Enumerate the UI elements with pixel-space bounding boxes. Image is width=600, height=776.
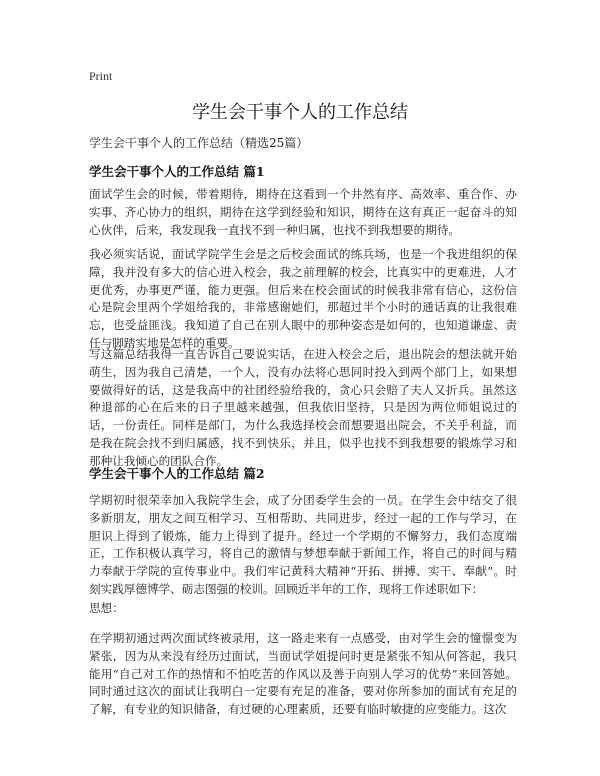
paragraph-1-2: 我必须实话说，面试学院学生会是之后校会面试的练兵场，也是一个我进组织的保障，我并没有多大的信心进入校会，我之前理解的校会，比真实中的更难进，人才更优秀，办事更严谨，能力更强。但后来在校会面试的时候我非常有信心，这份信心是院会里两个学姐给我的，非常感谢她们，那超过半个小时的通话真的让我很难忘，也受益匪浅。我知道了自己在别人眼中的那种姿态是如何的，也知道谦虚、责任与脚踏实地是怎样的重要。 [89, 247, 517, 350]
paragraph-1-1: 面试学生会的时候，带着期待，期待在这看到一个井然有序、高效率、重合作、办实事、齐心协力的组织，期待在这学到经验和知识，期待在这有真正一起奋斗的知心伙伴，后来，我发现我一直找不到一种归属，也找不到我想要的期待。 [89, 187, 517, 237]
page-title: 学生会干事个人的工作总结 [192, 102, 408, 123]
print-link[interactable]: Print [89, 69, 113, 83]
section-heading-2: 学生会干事个人的工作总结 篇2 [89, 466, 265, 481]
paragraph-1-3: 写这篇总结我得一直告诉自己要说实话，在进入校会之后，退出院会的想法就开始萌生，因为我自己清楚，一个人，没有办法将心思同时投入到两个部门上，如果想要做得好的话，这是我高中的社团经验给我的，贪心只会赔了夫人又折兵。虽然这种退部的心在后来的日子里越来越强，但我依旧坚持，只是因为两位师姐说过的话，一份责任。同样是部门，为什么我选择校会而想要退出院会，不关乎利益，而是我在院会找不到归属感，找不到快乐，并且，似乎也找不到我想要的锻炼学习和那种让我倾心的团队合作。 [89, 347, 517, 468]
paragraph-2-3: 在学期初通过两次面试终被录用，这一路走来有一点感受，由对学生会的憧憬变为紧张，因为从来没有经历过面试，当面试学姐提问时更是紧张不知从何答起，我只能用“自己对工作的热情和不怕吃苦的作风以及善于向别人学习的优势”来回答她。同时通过这次的面试让我明白一定要有充足的准备，要对你所参加的面试有充足的了解，有专业的知识储备，有过硬的心理素质，还要有临时敏捷的应变能力。这次 [89, 631, 517, 717]
paragraph-2-1: 学期初时很荣幸加入我院学生会，成了分团委学生会的一员。在学生会中结交了很多新朋友，朋友之间互相学习、互相帮助、共同进步，经过一起的工作与学习，在胆识上得到了锻炼，能力上得到了提升。经过一个学期的不懈努力，我们态度端正，工作积极认真学习，将自己的激情与梦想奉献于新闻工作，将自己的时间与精力奉献于学院的宣传事业中。我们牢记黄科大精神“开拓、拼搏、实干、奉献”。时刻实践厚德博学、砺志图强的校训。回顾近半年的工作，现将工作述职如下： [89, 493, 517, 596]
document-subtitle: 学生会干事个人的工作总结（精选25篇） [89, 136, 309, 150]
section-heading-1: 学生会干事个人的工作总结 篇1 [89, 164, 265, 179]
paragraph-2-2: 思想： [89, 601, 124, 615]
